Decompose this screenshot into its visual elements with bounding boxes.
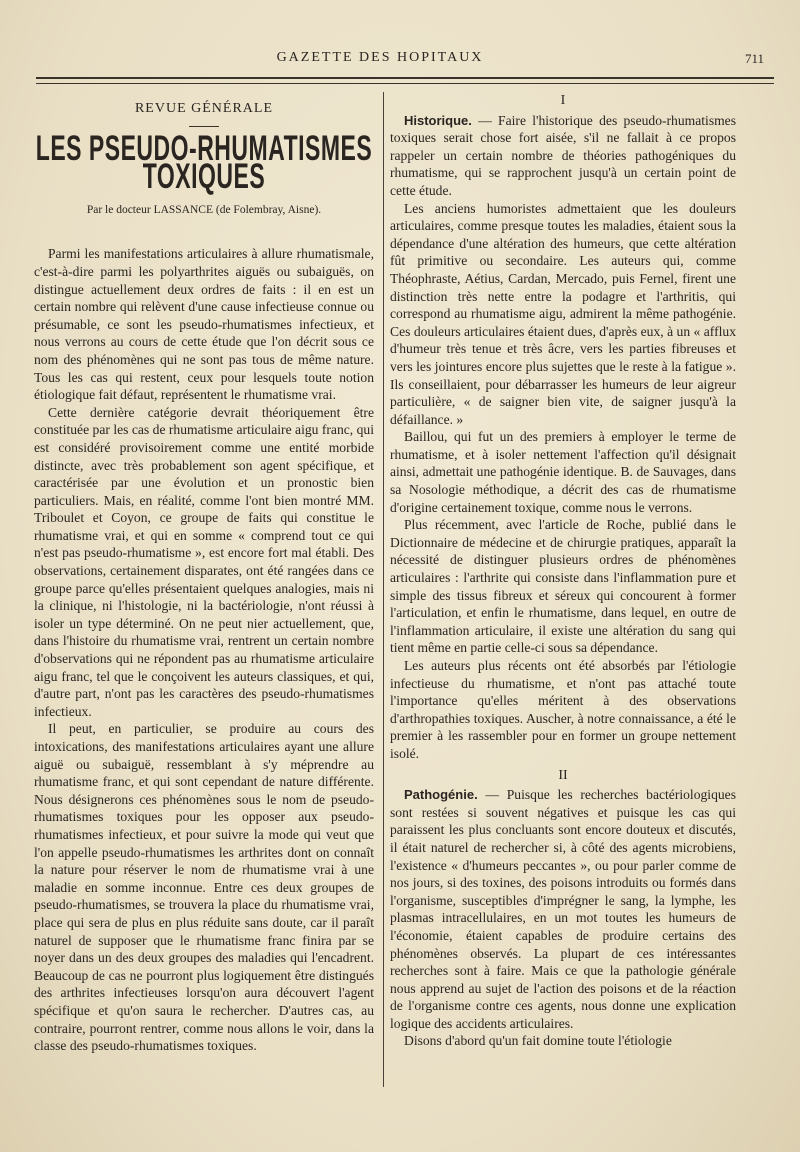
paragraph: Les auteurs plus récents ont été absorbés par l'étiologie infectieuse du rhumatisme, et n'ont pas attaché toute l'importance qu'elles méritent à des observations d'arthropathies toxiques. Auscher, à notre connaissance, a été le premier à les rassembler pour en former un groupe nettement isolé. (390, 658, 736, 761)
paragraph (390, 112, 736, 200)
byline: Par le docteur LASSANCE (de Folembray, Aisne). (86, 203, 322, 216)
title-rule (189, 126, 219, 127)
paragraph: Disons d'abord qu'un fait domine toute l'étiologie (404, 1033, 672, 1049)
section-heading: Historique. (404, 112, 472, 128)
paragraph: Il peut, en particulier, se produire au cours des intoxications, des manifestations articulaires ayant une allure aiguë ou subaiguë, ressemblant à s'y méprendre au rhumatisme franc, et qui sont cependant de nature différente. Nous désignerons ces phénomènes sous le nom de pseudo-rhumatismes toxiques pour les opposer aux pseudo-rhumatismes infectieux, et pour suivre la mode qui veut que l'on appelle pseudo-rhumatismes les arthrites dont on connaît la nature pour réserver le nom de rhumatisme vrai à une maladie en somme inconnue. Entre ces deux groupes de pseudo-rhumatismes, se trouvera la place du rhumatisme vrai, place qui sera de plus en plus réduite sans doute, car il paraît naturel de supposer que le rhumatisme franc finira par se noyer dans un des deux groupes des maladies qui l'encadrent. Beaucoup de cas ne pourront plus logiquement être distingués des arthrites infectieuses lorsqu'on aura découvert l'agent spécifique et qu'on saura le rechercher. D'autres cas, au contraire, pourront rentrer, comme nous allons le voir, dans la classe des pseudo-rhumatismes toxiques. (34, 721, 374, 1054)
column-divider (383, 92, 384, 1087)
section-numeral: II (558, 767, 568, 783)
paragraph: Plus récemment, avec l'article de Roche, publié dans le Dictionnaire de médecine et de chirurgie pratiques, apparaît la nécessité de distinguer plusieurs ordres de phénomènes articulaires : l'arthrite qui consiste dans l'inflammation pure et simple des tissus fibreux et séreux qui concourent à former l'articulation, et enfin le rhumatisme, dans lequel, en outre de l'inflammation articulaire, il existe une altération du sang qui tient même en partie celle-ci sous sa dépendance. (390, 517, 736, 656)
paragraph: Cette dernière catégorie devrait théoriquement être constituée par les cas de rhumatisme articulaire aigu franc, qui est considéré provisoirement comme une entité morbide distincte, avec très probablement son agent spécifique, et caractérisée par une évolution et un pronostic bien particuliers. Mais, en réalité, comme l'ont bien montré MM. Triboulet et Coyon, ce groupe de faits qui constitue le rhumatisme vrai, et qui en somme « comprend tout ce qui n'est pas pseudo-rhumatisme », est encore fort mal établi. Des observations, certainement disparates, ont été rangées dans ce groupe parce qu'elles présentaient quelques analogies, mais ni la clinique, ni l'histologie, ni la bactériologie, n'ont réussi à isoler un type déterminé. On ne peut nier actuellement, que, dans l'histoire du rhumatisme vrai, rentrent un certain nombre d'observations qui ne répondent pas au rhumatisme articulaire aigu franc, tel que le conçoivent les auteurs classiques, et qui, d'autre part, n'ont pas les caractères des pseudo-rhumatismes infectieux. (34, 404, 374, 719)
paragraph: Parmi les manifestations articulaires à allure rhumatismale, c'est-à-dire parmi les polyarthrites aiguës ou subaiguës, on distingue actuellement deux ordres de faits : il en est un certain nombre qui relèvent d'une cause infectieuse connue ou présumable, ce sont les pseudo-rhumatismes infectieux, et nous verrons au cours de cette étude que l'on décrit sous ce nom des phénomènes qui ne sont pas tous de même nature. Tous les cas qui restent, ceux pour lesquels toute notion étiologique fait défaut, représentent le rhumatisme vrai. (34, 246, 374, 403)
paragraph-text: — Puisque les recherches bactériologiques sont restées si souvent négatives et puisque les cas qui paraissent les plus concluants sont encore douteux et discutés, il était naturel de rechercher si, à côté des agents microbiens, l'existence « d'humeurs peccantes », ou pour parler comme de nos jours, si des toxines, des poisons introduits ou formés dans l'organisme, susceptibles d'imprégner le sang, la lymphe, les plasmas intracellulaires, en un mot toutes les humeurs de l'économie, étaient capables de produire certains des phénomènes observés. La plupart de ces intéressantes recherches sont à faire. Mais ce que la pathologie générale nous apprend au sujet de l'action des poisons et de la réaction de l'organisme contre ces agents, nous donne une explication logique des accidents articulaires. (390, 787, 736, 1031)
paragraph (390, 786, 736, 1032)
left-column (34, 100, 374, 1055)
section-heading: Pathogénie. (404, 787, 478, 803)
paragraph-text: — Faire l'historique des pseudo-rhumatismes toxiques serait chose fort aisée, s'il ne fallait à ce propos rappeler un certain nombre de théories pathogéniques du rhumatisme, qui se rapprochent jusqu'à un certain point de cette étude. (390, 112, 737, 198)
paragraph: Baillou, qui fut un des premiers à employer le terme de rhumatisme, et à isoler nettement l'affection qu'il désignait ainsi, admettait une pathogénie identique. B. de Sauvages, dans sa Nosologie méthodique, a décrit des cas de rhumatisme d'origine certainement toxique, comme nous le verrons. (390, 429, 736, 515)
section-numeral: I (560, 93, 566, 108)
header-rule-thin (36, 83, 774, 84)
running-header: GAZETTE DES HOPITAUX (276, 50, 484, 65)
header-rule-thick (36, 77, 774, 79)
right-column (390, 92, 736, 1050)
page-number: 711 (744, 51, 764, 66)
paragraph: Les anciens humoristes admettaient que les douleurs articulaires, comme presque toutes les maladies, étaient sous la dépendance d'une altération des humeurs, que cette altération fût primitive ou secondaire. Les auteurs qui, comme Théophraste, Aétius, Cardan, Mercado, puis Fernel, firent une distinction très nette entre la podagre et l'arthritis, qui correspond au rhumatisme aigu, admirent la même pathogénie. Ces douleurs articulaires étaient dues, d'après eux, à un « afflux d'humeur très tenue et très âcre, vers les parties fibreuses et vers les jointures encore plus sujettes que le reste à la fatigue ». Ils conseillaient, pour débarrasser les humeurs de leur aigreur particulière, « de saigner bien vite, de saigner jusqu'à la défaillance. » (390, 200, 736, 427)
article-title: LES PSEUDO-RHUMATISMES TOXIQUES (35, 127, 373, 195)
section-label: REVUE GÉNÉRALE (134, 101, 274, 116)
